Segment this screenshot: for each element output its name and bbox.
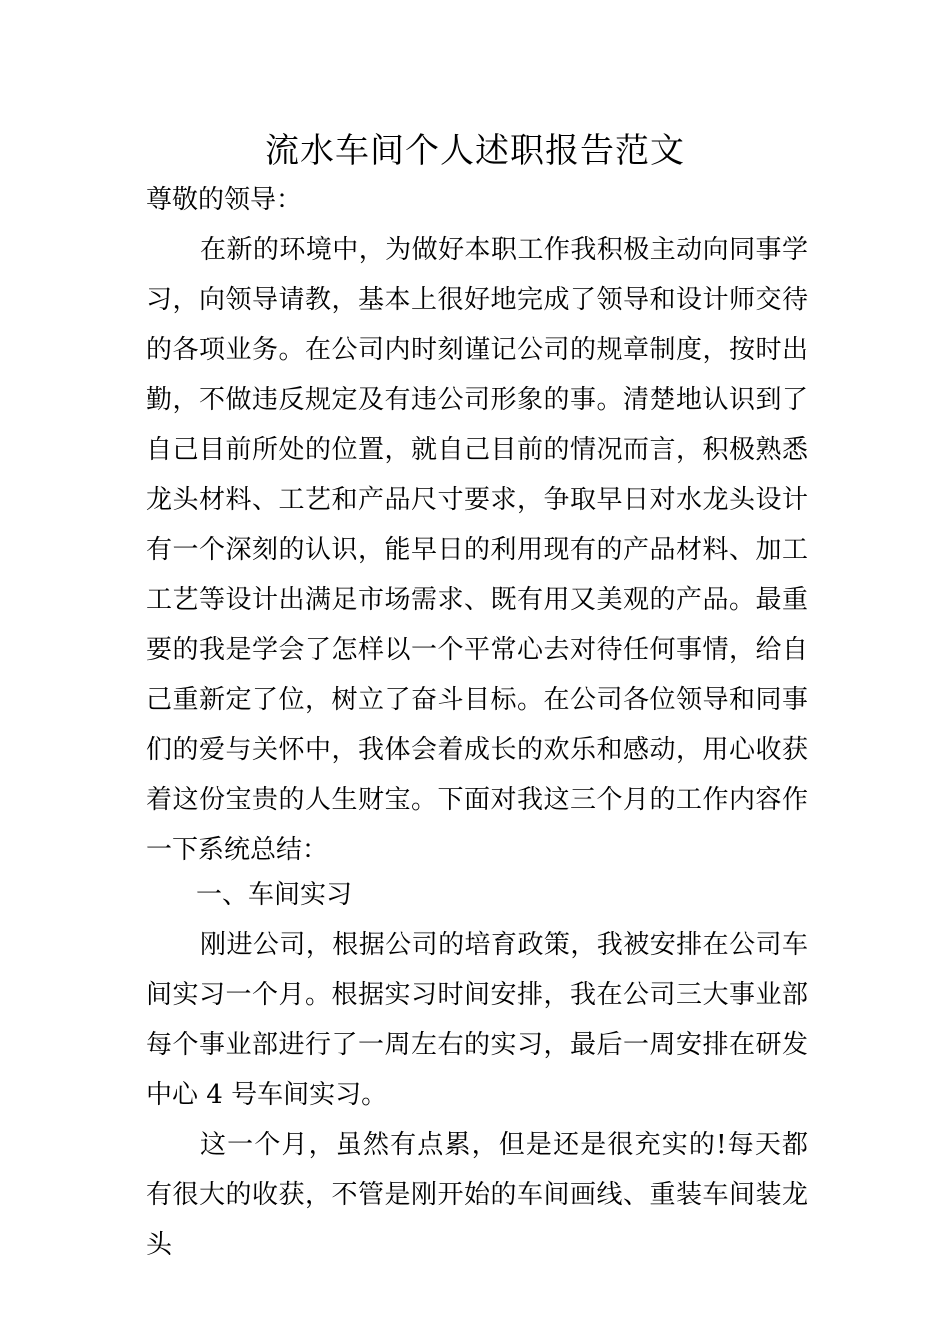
salutation: 尊敬的领导： <box>146 185 303 215</box>
paragraph-intro: 在新的环境中，为做好本职工作我积极主动向同事学习，向领导请教，基本上很好地完成了领导和设计师交待的各项业务。在公司内时刻谨记公司的规章制度，按时出勤，不做违反规定及有违公司形象的事。清楚地认识到了自己目前所处的位置，就自己目前的情况而言，积极熟悉龙头材料、工艺和产品尺寸要求，争取早日对水龙头设计有一个深刻的认识，能早日的利用现有的产品材料、加工工艺等设计出满足市场需求、既有用又美观的产品。最重要的我是学会了怎样以一个平常心去对待任何事情，给自己重新定了位，树立了奋斗目标。在公司各位领导和同事们的爱与关怀中，我体会着成长的欢乐和感动，用心收获着这份宝贵的人生财宝。下面对我这三个月的工作内容作一下系统总结： <box>146 235 808 865</box>
document-title: 流水车间个人述职报告范文 <box>265 131 685 171</box>
paragraph-internship-arrangement: 刚进公司，根据公司的培育政策，我被安排在公司车间实习一个月。根据实习时间安排，我在公司三大事业部每个事业部进行了一周左右的实习，最后一周安排在研发中心 4 号车间实习。 <box>146 930 808 1110</box>
paragraph-internship-reflection: 这一个月，虽然有点累，但是还是很充实的!每天都有很大的收获，不管是刚开始的车间画线、重装车间装龙头 <box>146 1130 808 1260</box>
section-heading-workshop-internship: 一、车间实习 <box>196 880 353 910</box>
